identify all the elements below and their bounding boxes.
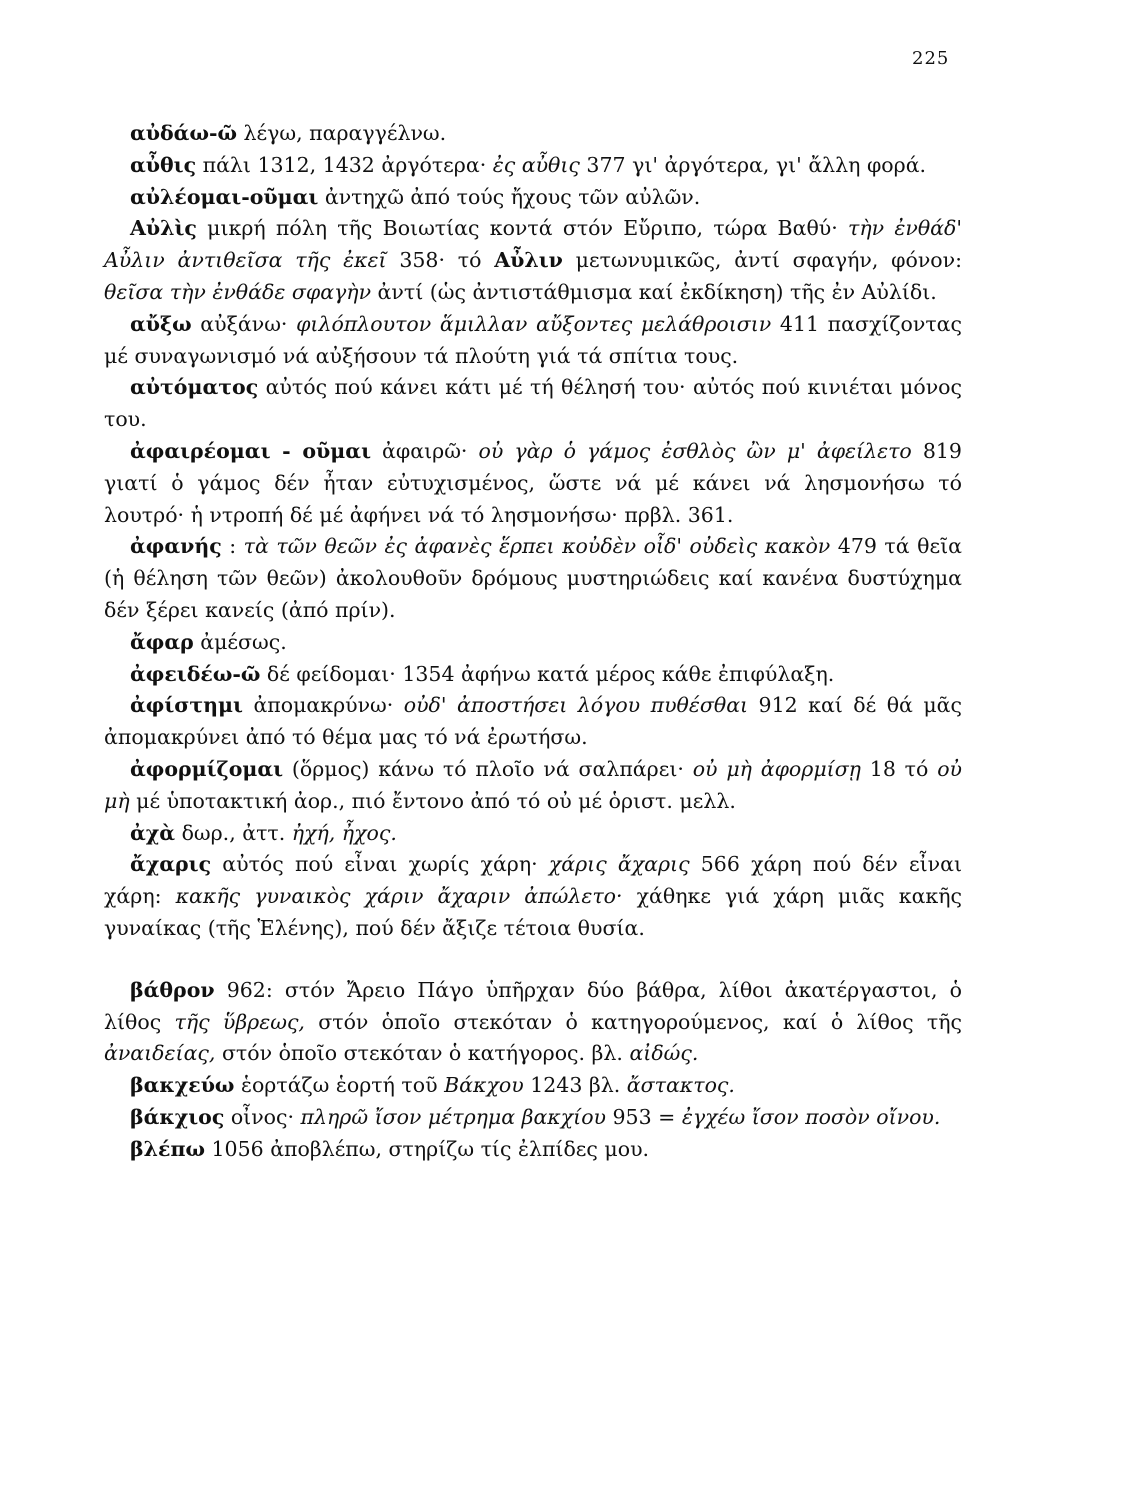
entry-quote: οὐδ' ἀποστήσει λόγου πυθέσθαι	[403, 693, 749, 718]
entry-definition: (ὅρμος) κάνω τό πλοῖο νά σαλπάρει·	[283, 756, 693, 781]
glossary-entry	[104, 1070, 962, 1102]
entry-headword: βακχεύω	[130, 1073, 235, 1098]
entry-headword: βάκχιος	[130, 1104, 225, 1129]
entry-definition: 18 τό	[860, 756, 938, 781]
entry-quote: οὐ μὴ	[104, 756, 962, 813]
entry-definition: λέγω, παραγγέλνω.	[237, 121, 447, 145]
entry-definition: :	[221, 534, 244, 559]
entry-headword: αὐδάω-ῶ	[130, 121, 237, 145]
entry-quote: ἀναιδείας,	[104, 1041, 216, 1066]
entry-definition: αὐξάνω·	[191, 311, 297, 336]
entry-headword: ἄφαρ	[130, 629, 194, 654]
entry-quote: αἰδώς.	[629, 1041, 699, 1066]
entry-definition: δωρ., ἀττ.	[175, 820, 292, 845]
entry-quote: θεῖσα τὴν ἐνθάδε σφαγὴν	[104, 279, 372, 304]
entry-quote: χάρις ἄχαρις	[548, 852, 690, 877]
entry-headword: ἀφίστημι	[130, 693, 243, 718]
entry-definition: 962: στόν Ἄρειο Πάγο ὑπῆρχαν δύο βάθρα, λίθοι ἀκατέργαστοι, ὁ λίθος	[104, 977, 962, 1034]
entry-quote: ἄστακτος.	[626, 1073, 735, 1098]
entry-definition: αὐτός πού εἶναι χωρίς χάρη·	[211, 852, 549, 877]
entry-definition: 819 γιατί ὁ γάμος δέν ἦταν εὐτυχισμένος, ὥστε νά μέ κάνει νά λησμονήσω τό λουτρό· ἡ ντροπή δέ μέ ἀφήνει νά τό λησμονήσω· πρβλ. 361.	[104, 438, 962, 527]
entry-headword: ἄχαρις	[130, 852, 212, 877]
glossary-entry	[104, 849, 962, 944]
entry-quote: τὰ τῶν θεῶν ἐς ἀφανὲς ἕρπει κοὐδὲν οἶδ' οὐδεὶς κακὸν	[243, 534, 831, 559]
entry-headword: αὔξω	[130, 311, 192, 336]
entry-headword: βλέπω	[130, 1136, 205, 1161]
entry-definition: 1056 ἀποβλέπω, στηρίζω τίς ἐλπίδες μου.	[204, 1136, 650, 1161]
entry-definition: 1243 βλ.	[523, 1073, 627, 1098]
entry-definition: ἀντηχῶ ἀπό τούς ἤχους τῶν αὐλῶν.	[318, 184, 701, 209]
page-number: 225	[912, 48, 950, 69]
entry-definition: χάθηκε γιά χάρη μιᾶς κακῆς γυναίκας (τῆς Ἑλένης), πού δέν ἄξιζε τέτοια θυσία.	[104, 884, 962, 940]
entry-quote: πληρῶ ἴσον μέτρημα βακχίου	[300, 1104, 606, 1129]
entry-headword: βάθρον	[130, 977, 215, 1002]
entry-definition: μετωνυμικῶς, ἀντί σφαγήν, φόνον:	[562, 248, 962, 273]
entry-quote: τὴν ἐνθάδ' Αὖλιν ἀντιθεῖσα τῆς ἐκεῖ	[104, 216, 963, 273]
glossary-entry	[104, 818, 962, 850]
glossary-entry	[104, 150, 962, 182]
entry-quote: κακῆς γυναικὸς χάριν ἄχαριν ἀπώλετο·	[175, 884, 623, 909]
entry-headword: ἀφορμίζομαι	[130, 756, 284, 781]
entry-headword: Αὐλὶς	[130, 216, 197, 241]
entry-headword: ἀφαιρέομαι - οῦμαι	[130, 438, 371, 463]
entry-headword: αὐλέομαι-οῦμαι	[130, 184, 319, 209]
glossary-text	[104, 118, 962, 1166]
entry-definition: ἀντί (ὡς ἀντιστάθμισμα καί ἐκδίκηση) τῆς ἐν Αὐλίδι.	[371, 279, 937, 304]
glossary-entry	[104, 182, 962, 214]
glossary-entry	[104, 627, 962, 659]
glossary-entry	[104, 659, 962, 691]
entry-definition: αὐτός πού κάνει κάτι μέ τή θέλησή του· αὐτός πού κινιέται μόνος του.	[104, 375, 962, 432]
entry-definition: ἑορτάζω ἑορτή τοῦ	[234, 1073, 445, 1098]
entry-definition: ἀμέσως.	[193, 629, 287, 654]
entry-definition: μικρή πόλη τῆς Βοιωτίας κοντά στόν Εὔριπο, τώρα Βαθύ·	[196, 216, 849, 241]
entry-definition: 479 τά θεῖα (ἡ θέληση τῶν θεῶν) ἀκολουθοῦν δρόμους μυστηριώδεις καί κανένα δυστύχημα δέν ξέρει κανείς (ἀπό πρίν).	[104, 534, 962, 622]
glossary-entry	[104, 213, 962, 308]
entry-quote: ἐς αὖθις	[492, 152, 580, 177]
glossary-entry	[104, 975, 962, 1070]
glossary-entry	[104, 1134, 962, 1166]
glossary-entry	[104, 1102, 962, 1134]
entry-definition: ἀπομακρύνω·	[242, 693, 404, 718]
glossary-entry	[104, 531, 962, 626]
entry-definition: 912 καί δέ θά μᾶς ἀπομακρύνει ἀπό τό θέμα μας τό νά ἐρωτήσω.	[104, 693, 962, 750]
entry-headword: ἀφανής	[130, 534, 222, 559]
entry-quote: οὐ μὴ ἀφορμίσῃ	[692, 756, 861, 781]
entry-definition: δέ φείδομαι· 1354 ἀφήνω κατά μέρος κάθε ἐπιφύλαξη.	[260, 661, 835, 686]
glossary-entry	[104, 118, 962, 150]
entry-headword: ἀφειδέω-ῶ	[130, 661, 261, 686]
glossary-entry	[104, 754, 962, 818]
glossary-entry	[104, 436, 962, 531]
entry-headword: αὖθις	[130, 152, 197, 177]
entry-definition: στόν ὁποῖο στεκόταν ὁ κατηγορούμενος, καί ὁ λίθος τῆς	[304, 1009, 963, 1034]
entry-definition: στόν ὁποῖο στεκόταν ὁ κατήγορος. βλ.	[215, 1041, 630, 1066]
entry-definition: πάλι 1312, 1432 ἀργότερα·	[196, 152, 493, 177]
entry-definition: 953 =	[606, 1104, 682, 1129]
entry-definition: 377 γι' ἀργότερα, γι' ἄλλη φορά.	[579, 152, 927, 177]
glossary-entry	[104, 309, 962, 373]
entry-definition: Αὖλιν	[494, 248, 563, 273]
entry-headword: ἀχὰ	[130, 820, 176, 845]
entry-quote: φιλόπλουτον ἅμιλλαν αὔξοντες μελάθροισιν	[296, 311, 772, 336]
glossary-entry	[104, 690, 962, 754]
entry-headword: αὐτόματος	[130, 375, 259, 400]
entry-quote: τῆς ὕβρεως,	[174, 1009, 305, 1034]
entry-definition: 566 χάρη πού δέν εἶναι χάρη:	[104, 852, 962, 909]
entry-definition: μέ ὑποτακτική ἀορ., πιό ἔντονο ἀπό τό οὐ μέ ὁριστ. μελλ.	[129, 788, 736, 813]
entry-definition: ἀφαιρῶ·	[370, 438, 479, 463]
entry-quote: οὐ γὰρ ὁ γάμος ἐσθλὸς ὢν μ' ἀφείλετο	[478, 438, 912, 463]
entry-definition: 411 πασχίζοντας μέ συναγωνισμό νά αὐξήσουν τά πλούτη γιά τά σπίτια τους.	[104, 311, 963, 368]
entry-quote: Βάκχου	[444, 1073, 524, 1098]
entry-definition: 358· τό	[386, 248, 495, 273]
glossary-entry	[104, 372, 962, 436]
entry-definition: οἶνος·	[224, 1104, 301, 1129]
entry-quote: ἠχή, ἦχος.	[291, 820, 397, 845]
entry-quote: ἐγχέω ἴσον ποσὸν οἴνου.	[681, 1104, 941, 1129]
